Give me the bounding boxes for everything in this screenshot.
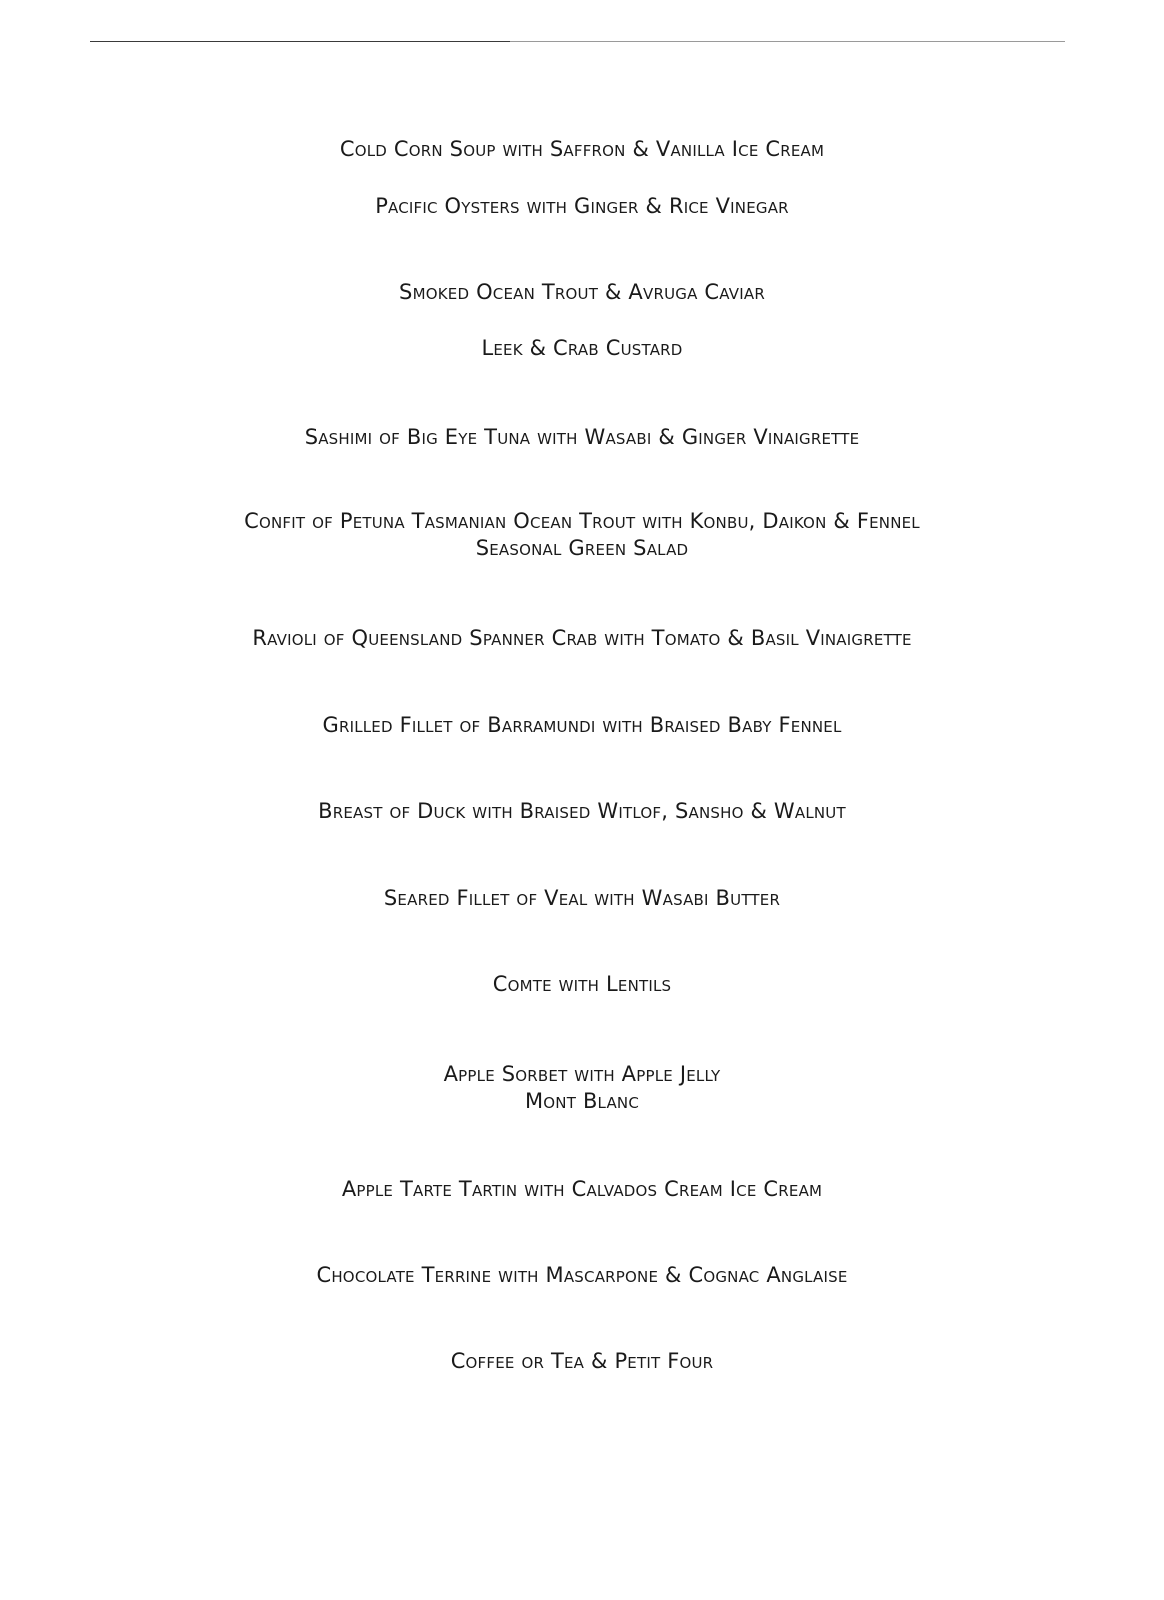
course-line: Coffee or Tea & Petit Four: [450, 1349, 714, 1373]
course-line: Pacific Oysters with Ginger & Rice Vinegar: [375, 194, 789, 218]
menu-course: [0, 1061, 1164, 1115]
menu-course: [0, 1176, 1164, 1203]
course-line: Apple Tarte Tartin with Calvados Cream Ice Cream: [341, 1177, 823, 1201]
menu-course: [0, 712, 1164, 739]
top-rule-divider: [90, 41, 1065, 42]
menu-course: [0, 971, 1164, 998]
course-line: Seared Fillet of Veal with Wasabi Butter: [383, 886, 781, 910]
menu-course: [0, 424, 1164, 451]
course-line: Smoked Ocean Trout & Avruga Caviar: [399, 280, 765, 304]
menu-course: [0, 508, 1164, 562]
menu-course: [0, 335, 1164, 362]
menu-course: [0, 279, 1164, 306]
course-line: Comte with Lentils: [492, 972, 672, 996]
course-line: Mont Blanc: [524, 1089, 640, 1113]
course-line: Cold Corn Soup with Saffron & Vanilla Ice Cream: [339, 137, 825, 161]
course-line: Grilled Fillet of Barramundi with Braised Baby Fennel: [322, 713, 842, 737]
menu-course: [0, 798, 1164, 825]
course-line: Chocolate Terrine with Mascarpone & Cognac Anglaise: [316, 1263, 848, 1287]
course-line: Apple Sorbet with Apple Jelly: [443, 1062, 721, 1086]
menu-course: [0, 193, 1164, 220]
menu-course: [0, 1262, 1164, 1289]
course-line: Confit of Petuna Tasmanian Ocean Trout with Konbu, Daikon & Fennel: [244, 509, 920, 533]
course-line: Sashimi of Big Eye Tuna with Wasabi & Ginger Vinaigrette: [304, 425, 860, 449]
menu-course: [0, 136, 1164, 163]
menu-course: [0, 1348, 1164, 1375]
menu-course: [0, 885, 1164, 912]
course-line: Seasonal Green Salad: [475, 536, 689, 560]
course-line: Breast of Duck with Braised Witlof, Sansho & Walnut: [318, 799, 846, 823]
course-line: Leek & Crab Custard: [481, 336, 683, 360]
menu-course: [0, 625, 1164, 652]
course-line: Ravioli of Queensland Spanner Crab with Tomato & Basil Vinaigrette: [252, 626, 912, 650]
